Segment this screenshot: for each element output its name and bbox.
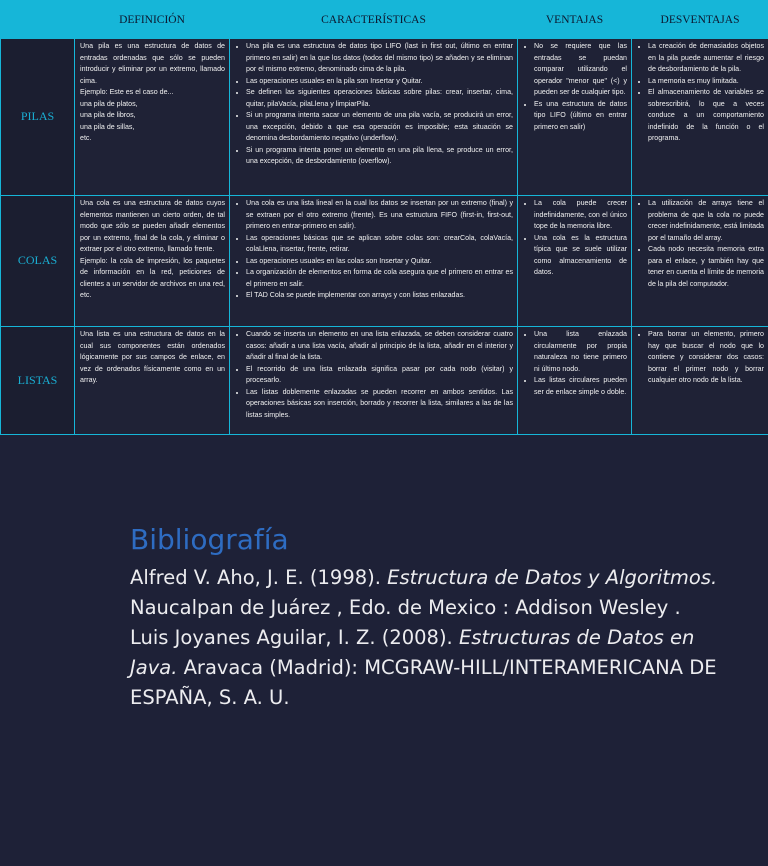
bullet-item: • Una cola es una lista lineal en la cual los datos se insertan por un extremo (final) y se extraen por el otro extremo (frente). Es una estructura FIFO (first-in, first-out, primero en entrar-primero en salir). bbox=[246, 198, 513, 233]
bullet-item: • El TAD Cola se puede implementar con arrays y con listas enlazadas. bbox=[246, 290, 513, 302]
bullet-item: • La cola puede crecer indefinidamente, con el único tope de la memoria libre. bbox=[534, 198, 627, 233]
bibliography-section bbox=[130, 522, 730, 713]
row-label-pilas: PILAS bbox=[1, 39, 75, 196]
bibliography-title: Bibliografía bbox=[130, 523, 289, 556]
bullet-item: • Las listas doblemente enlazadas se pueden recorrer en ambos sentidos. Las operaciones básicas son inserción, borrado y recorrer la lista, similares a las de las listas simples. bbox=[246, 387, 513, 422]
reference-book-title: Estructura de Datos y Algoritmos. bbox=[387, 566, 718, 589]
bullet-item: • Las operaciones usuales en las colas son Insertar y Quitar. bbox=[246, 256, 513, 268]
bullet-item: • La utilización de arrays tiene el problema de que la cola no puede crecer indefinidamente, está limitada por el tamaño del array. bbox=[648, 198, 764, 244]
disadvantages-cell-pilas bbox=[632, 39, 768, 196]
bullet-item: • Una pila es una estructura de datos tipo LIFO (last in first out, último en entrar primero en salir) en la que los datos (todos del mismo tipo) se añaden y se eliminan por el mismo extremo, denominado cima de la pila. bbox=[246, 41, 513, 76]
disadvantages-cell-listas bbox=[632, 327, 768, 435]
bullet-item: • Cuando se inserta un elemento en una lista enlazada, se deben considerar cuatro casos: añadir a una lista vacía, añadir al principio de la lista, añadir en el interior y añadir al final de la lista. bbox=[246, 329, 513, 364]
characteristics-cell-pilas bbox=[230, 39, 518, 196]
advantages-cell-pilas bbox=[518, 39, 632, 196]
definition-text-colas: Una cola es una estructura de datos cuyos elementos mantienen un cierto orden, de tal modo que sólo se pueden añadir elementos por un extremo, final de la cola, y eliminar o extraer por el otro extremo, llamado frente. Ejemplo: la cola de impresión, los paquetes de información en la red, peticiones de clientes a un servidor de archivos en una red, etc. bbox=[80, 199, 225, 299]
disadvantages-cell-colas bbox=[632, 196, 768, 327]
bullet-item: • La memoria es muy limitada. bbox=[648, 76, 764, 88]
advantages-cell-colas bbox=[518, 196, 632, 327]
disadvantages-list-pilas bbox=[637, 41, 764, 145]
header-caracteristicas: CARACTERÍSTICAS bbox=[230, 1, 518, 39]
header-desventajas: DESVENTAJAS bbox=[632, 1, 768, 39]
reference-authors: Luis Joyanes Aguilar, I. Z. (2008). bbox=[130, 626, 459, 649]
bullet-item: • No se requiere que las entradas se puedan comparar utilizando el operador "menor que" (<) y pueden ser de cualquier tipo. bbox=[534, 41, 627, 99]
bullet-item: • Si un programa intenta poner un elemento en una pila llena, se produce un error, una excepción, de desbordamiento (overflow). bbox=[246, 145, 513, 168]
bullet-item: • El recorrido de una lista enlazada significa pasar por cada nodo (visitar) y procesarlo. bbox=[246, 364, 513, 387]
advantages-list-pilas bbox=[523, 41, 627, 133]
reference-publisher: Naucalpan de Juárez , Edo. de Mexico : Addison Wesley . bbox=[130, 596, 681, 619]
bibliography-reference bbox=[130, 563, 730, 623]
bullet-item: • Las listas circulares pueden ser de enlace simple o doble. bbox=[534, 375, 627, 398]
reference-book-title: Estructuras de Datos en Java. bbox=[130, 626, 695, 679]
advantages-list-listas bbox=[523, 329, 627, 398]
table-row-listas bbox=[1, 327, 768, 435]
characteristics-list-colas bbox=[235, 198, 513, 302]
advantages-list-colas bbox=[523, 198, 627, 279]
row-label-colas: COLAS bbox=[1, 196, 75, 327]
bullet-item: • Cada nodo necesita memoria extra para el enlace, y también hay que tener en cuenta el límite de memoria de la pila del computador. bbox=[648, 244, 764, 290]
bullet-item: • Las operaciones básicas que se aplican sobre colas son: crearCola, colaVacía, colaLlena, insertar, frente, retirar. bbox=[246, 233, 513, 256]
table-header-row bbox=[1, 1, 768, 39]
disadvantages-list-listas bbox=[637, 329, 764, 387]
reference-authors: Alfred V. Aho, J. E. (1998). bbox=[130, 566, 388, 589]
bullet-item: • Una cola es la estructura típica que se suele utilizar como almacenamiento de datos. bbox=[534, 233, 627, 279]
reference-publisher: Aravaca (Madrid): MCGRAW-HILL/INTERAMERICANA DE ESPAÑA, S. A. U. bbox=[130, 656, 717, 709]
table-row-pilas bbox=[1, 39, 768, 196]
definition-text-listas: Una lista es una estructura de datos en la cual sus componentes están ordenados lógicamente por sus campos de enlace, en vez de ordenados físicamente como en un array. bbox=[80, 330, 225, 384]
bullet-item: • Las operaciones usuales en la pila son Insertar y Quitar. bbox=[246, 76, 513, 88]
definition-cell-colas bbox=[75, 196, 230, 327]
table-row-colas bbox=[1, 196, 768, 327]
header-corner-cell bbox=[1, 1, 75, 39]
bullet-item: • Para borrar un elemento, primero hay que buscar el nodo que lo contiene y considerar dos casos: borrar el primer nodo y borrar cualquier otro nodo de la lista. bbox=[648, 329, 764, 387]
characteristics-list-pilas bbox=[235, 41, 513, 168]
bullet-item: • Es una estructura de datos tipo LIFO (último en entrar primero en salir) bbox=[534, 99, 627, 134]
advantages-cell-listas bbox=[518, 327, 632, 435]
bullet-item: • Una lista enlazada circularmente por propia naturaleza no tiene primero ni último nodo. bbox=[534, 329, 627, 375]
header-ventajas: VENTAJAS bbox=[518, 1, 632, 39]
header-definicion: DEFINICIÓN bbox=[75, 1, 230, 39]
bullet-item: • La creación de demasiados objetos en la pila puede aumentar el riesgo de desbordamiento de la pila. bbox=[648, 41, 764, 76]
bibliography-reference bbox=[130, 623, 730, 713]
bullet-item: • El almacenamiento de variables se sobrescribirá, lo que a veces conduce a un comportamiento indefinido de la función o el programa. bbox=[648, 87, 764, 145]
disadvantages-list-colas bbox=[637, 198, 764, 290]
definition-cell-pilas bbox=[75, 39, 230, 196]
bullet-item: • La organización de elementos en forma de cola asegura que el primero en entrar es el primero en salir. bbox=[246, 267, 513, 290]
bullet-item: • Se definen las siguientes operaciones básicas sobre pilas: crear, insertar, cima, quitar, pilaVacía, pilaLlena y limpiarPila. bbox=[246, 87, 513, 110]
row-label-listas: LISTAS bbox=[1, 327, 75, 435]
characteristics-cell-colas bbox=[230, 196, 518, 327]
characteristics-list-listas bbox=[235, 329, 513, 421]
bullet-item: • Si un programa intenta sacar un elemento de una pila vacía, se producirá un error, una excepción, debido a que esa operación es imposible; esta situación se denomina desbordamiento negativo (underflow). bbox=[246, 110, 513, 145]
definition-text-pilas: Una pila es una estructura de datos de entradas ordenadas que sólo se pueden introducir y eliminar por un extremo, llamado cima. Ejemplo: Este es el caso de... una pila de platos, una pila de libros, una pila de sillas, etc. bbox=[80, 42, 225, 142]
definition-cell-listas bbox=[75, 327, 230, 435]
characteristics-cell-listas bbox=[230, 327, 518, 435]
